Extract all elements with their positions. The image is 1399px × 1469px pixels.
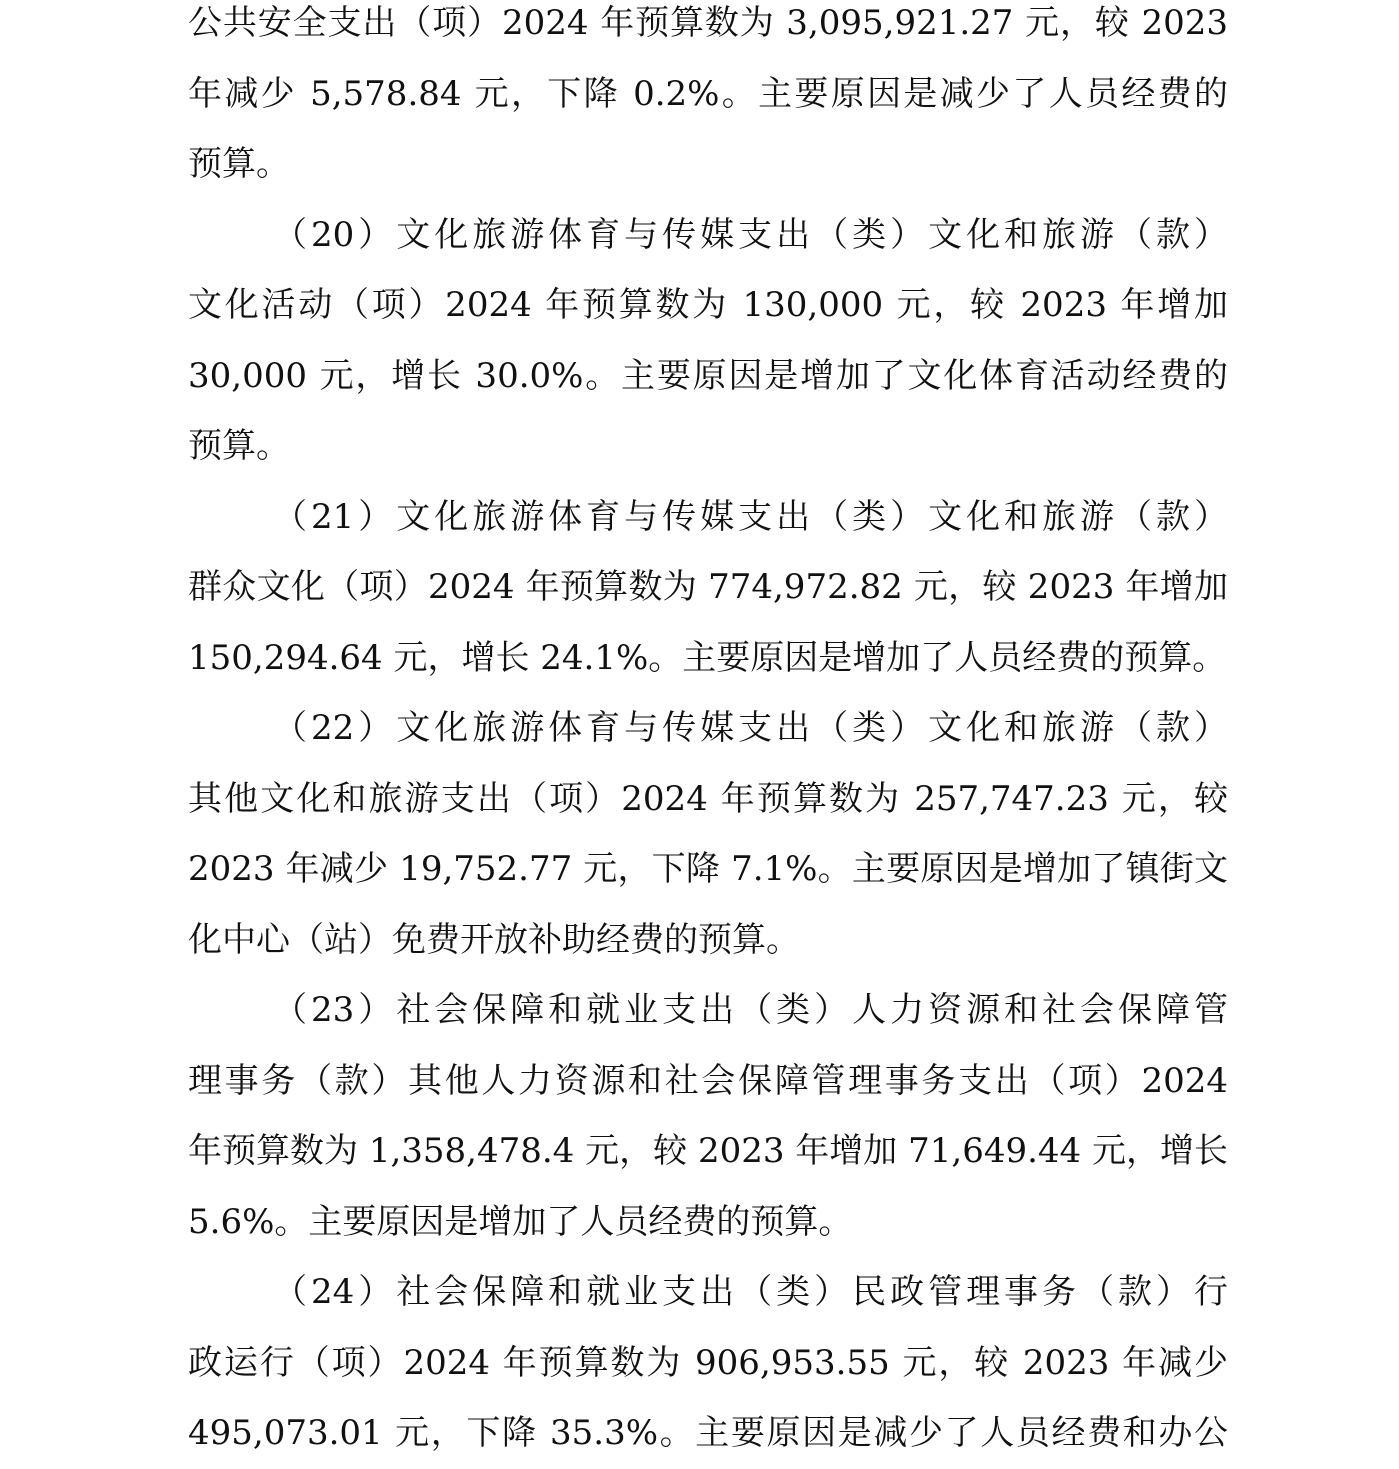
text-line: （22）文化旅游体育与传媒支出（类）文化和旅游（款） [273, 708, 1228, 748]
paragraph [188, 1257, 1228, 1469]
text-line: 其他文化和旅游支出（项）2024 年预算数为 257,747.23 元，较 [188, 778, 1228, 819]
text-line: 预算。 [188, 144, 290, 184]
text-line: 30,000 元，增长 30.0%。主要原因是增加了文化体育活动经费的 [188, 355, 1228, 396]
paragraph [188, 0, 1228, 200]
document-page [188, 0, 1228, 1469]
text-line: 政运行（项）2024 年预算数为 906,953.55 元，较 2023 年减少 [188, 1342, 1228, 1383]
paragraph [188, 200, 1228, 482]
paragraph [188, 975, 1228, 1257]
text-line: 2023 年减少 19,752.77 元，下降 7.1%。主要原因是增加了镇街文 [188, 849, 1228, 889]
text-line: 文化活动（项）2024 年预算数为 130,000 元，较 2023 年增加 [188, 285, 1228, 325]
text-line: 年预算数为 1,358,478.4 元，较 2023 年增加 71,649.44 元，增长 [188, 1131, 1228, 1171]
text-line: 化中心（站）免费开放补助经费的预算。 [188, 919, 800, 960]
text-line: 年减少 5,578.84 元，下降 0.2%。主要原因是减少了人员经费的 [188, 73, 1228, 114]
text-line: 群众文化（项）2024 年预算数为 774,972.82 元，较 2023 年增加 [188, 567, 1228, 607]
text-line: 5.6%。主要原因是增加了人员经费的预算。 [188, 1201, 853, 1242]
text-line: 495,073.01 元，下降 35.3%。主要原因是减少了人员经费和办公 [188, 1413, 1228, 1453]
text-line: （24）社会保障和就业支出（类）民政管理事务（款）行 [273, 1272, 1228, 1312]
text-line: 预算。 [188, 426, 290, 466]
text-line: （21）文化旅游体育与传媒支出（类）文化和旅游（款） [273, 496, 1228, 537]
paragraph [188, 482, 1228, 694]
text-line: （23）社会保障和就业支出（类）人力资源和社会保障管 [273, 990, 1228, 1030]
text-line: 公共安全支出（项）2024 年预算数为 3,095,921.27 元，较 2023 [188, 3, 1228, 43]
text-line: 理事务（款）其他人力资源和社会保障管理事务支出（项）2024 [188, 1060, 1228, 1101]
text-line: （20）文化旅游体育与传媒支出（类）文化和旅游（款） [273, 214, 1228, 255]
text-line: 150,294.64 元，增长 24.1%。主要原因是增加了人员经费的预算。 [188, 637, 1227, 678]
paragraph [188, 693, 1228, 975]
